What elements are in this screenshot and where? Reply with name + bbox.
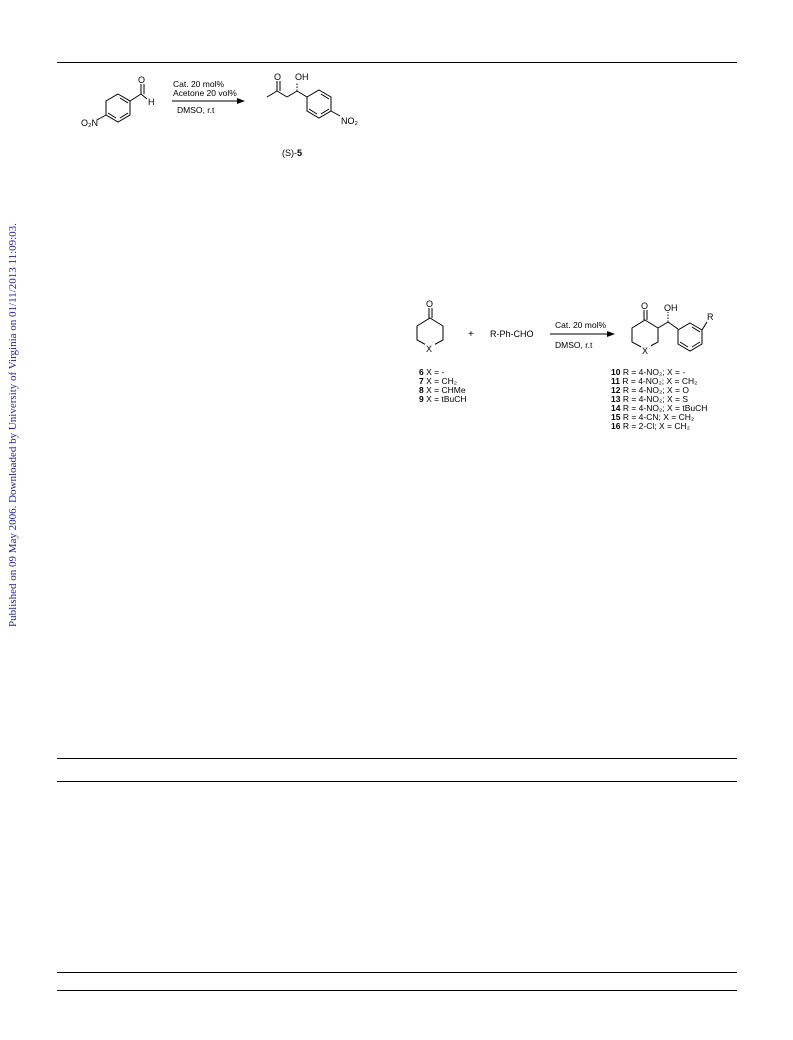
ketone-definition: X = CHMe — [426, 385, 466, 395]
product-number: 11 — [611, 376, 620, 386]
ketone-definition: X = tBuCH — [426, 394, 467, 404]
product-number: 14 — [611, 403, 621, 413]
ketone-x-label: X — [426, 344, 433, 354]
ketone-definition: X = CH₂ — [426, 376, 458, 386]
product-definition: R = 4-NO₂; X = - — [622, 367, 686, 377]
scheme1-condition-1: Cat. 20 mol% — [173, 79, 225, 89]
substrate-h-label: H — [148, 97, 155, 107]
product-definition: R = 4-NO₂; X = tBuCH — [622, 403, 708, 413]
scheme2-arrow — [550, 331, 615, 337]
scheme2-condition-2: DMSO, r.t — [555, 340, 593, 350]
scheme1-arrow — [172, 98, 245, 104]
publication-sidebar — [3, 223, 23, 627]
scheme2-condition-1: Cat. 20 mol% — [555, 320, 607, 330]
product-oh-label: OH — [664, 303, 678, 313]
product-5-label — [282, 148, 302, 158]
top-rule — [57, 62, 737, 63]
product-o-label: O — [641, 301, 649, 311]
product-entry — [611, 421, 690, 431]
product-definition: R = 4-NO₂; X = S — [622, 394, 689, 404]
scheme1-condition-3: DMSO, r.t — [177, 105, 215, 115]
ketone-list — [419, 367, 467, 404]
product-number: 13 — [611, 394, 621, 404]
product-number: 12 — [611, 385, 621, 395]
product-oh-label: OH — [295, 72, 309, 82]
publication-note: Published on 09 May 2006. Downloaded by University of Virginia on 01/11/2013 11:09:03. — [7, 223, 19, 627]
product-definition: R = 4-NO₂; X = O — [622, 385, 689, 395]
aldehyde-label: R-Ph-CHO — [490, 329, 534, 339]
product-number: 15 — [611, 412, 621, 422]
plus-sign: + — [468, 329, 474, 340]
product-no2-label: NO₂ — [341, 116, 358, 126]
ketone-o-label: O — [426, 300, 434, 309]
ketone-entry — [419, 394, 467, 404]
table-bottom-rule — [57, 972, 737, 973]
product-r-label: R — [707, 312, 714, 322]
scheme-1 — [75, 72, 375, 162]
table-end-rule — [57, 990, 737, 991]
ketone-number: 6 — [419, 367, 424, 377]
product-definition: R = 2-Cl; X = CH₂ — [622, 421, 690, 431]
product-definition: R = 4-CN; X = CH₂ — [622, 412, 695, 422]
product-definition: R = 4-NO₂; X = CH₂ — [622, 376, 698, 386]
ketone-number: 7 — [419, 376, 424, 386]
product-list — [611, 367, 707, 431]
product-5-structure — [267, 81, 340, 118]
table-top-rule — [57, 758, 737, 759]
substrate-no2-label: O₂N — [81, 118, 98, 128]
scheme-2 — [410, 300, 740, 448]
substrate-structure — [97, 84, 147, 122]
ketone-number: 9 — [419, 394, 424, 404]
ketone-number: 8 — [419, 385, 424, 395]
product-number: 5 — [297, 148, 303, 158]
substrate-o-label: O — [138, 75, 146, 85]
product-o-label: O — [274, 72, 282, 82]
table-header-rule — [57, 781, 737, 782]
product-number: 16 — [611, 421, 621, 431]
cyclic-ketone-structure — [417, 308, 443, 347]
ketone-definition: X = - — [426, 367, 445, 377]
scheme1-condition-2: Acetone 20 vol% — [173, 88, 237, 98]
product-x-label: X — [642, 346, 649, 356]
product-config: (S)- — [282, 148, 297, 158]
product-number: 10 — [611, 367, 621, 377]
